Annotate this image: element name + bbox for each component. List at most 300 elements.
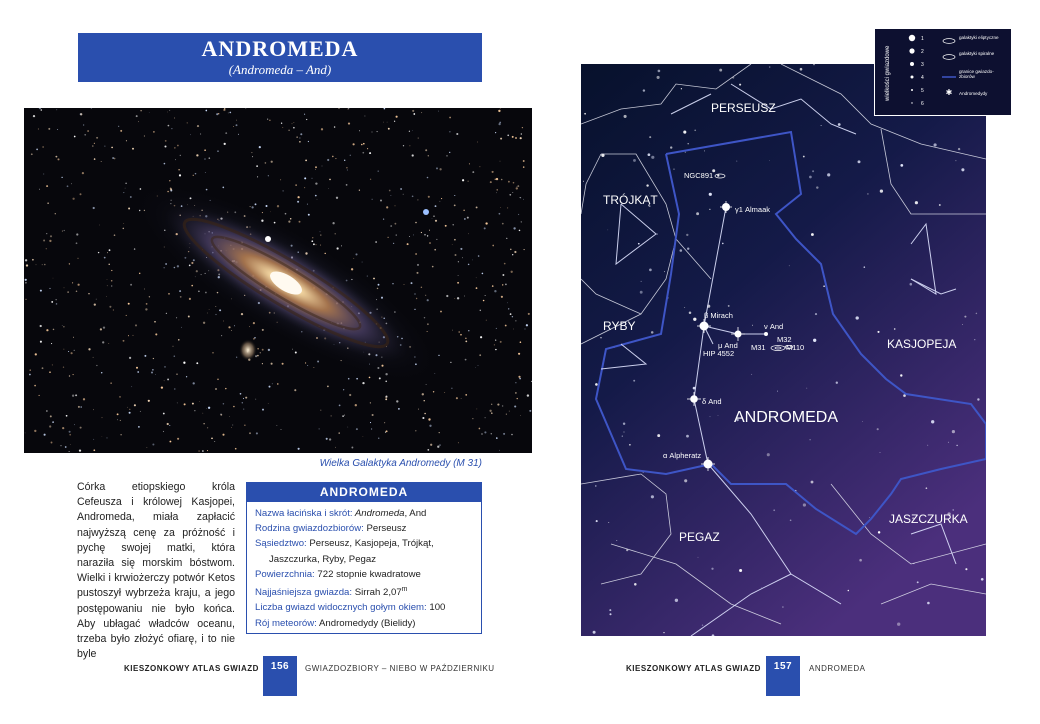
background-star [394,205,395,206]
background-star [231,330,232,331]
background-star [641,281,642,282]
background-star [255,203,257,205]
background-star [282,127,283,128]
background-star [424,317,425,318]
background-star [235,448,237,450]
background-star [438,111,439,112]
background-star [282,190,283,191]
background-star [94,158,96,160]
background-star [92,145,94,147]
background-star [64,349,65,350]
background-star [674,169,675,170]
background-star [464,218,465,219]
background-star [497,404,499,406]
background-star [51,442,53,444]
background-star [73,337,74,338]
background-star [483,300,485,302]
background-star [25,259,27,261]
background-star [207,427,208,428]
background-star [583,181,584,182]
background-star [596,520,598,522]
label-m31: M31 [751,343,766,352]
background-star [144,289,145,290]
background-star [457,297,459,299]
background-star [175,159,176,160]
background-star [444,392,445,393]
background-star [164,163,166,165]
background-star [595,383,598,386]
background-star [64,230,65,231]
background-star [299,141,301,143]
background-star [315,169,316,170]
info-value: Sirrah 2,07 [352,587,402,599]
background-star [481,433,482,434]
background-star [236,357,237,358]
background-star [693,318,696,321]
background-star [177,403,178,404]
background-star [362,262,363,263]
background-star [686,435,689,438]
background-star [981,578,984,581]
background-star [751,374,752,375]
background-star [123,340,125,342]
label-perseusz: PERSEUSZ [711,101,776,115]
background-star [249,432,251,434]
background-star [93,207,95,209]
background-star [704,150,705,151]
background-star [926,487,928,489]
background-star [651,495,654,498]
background-star [813,64,814,65]
background-star [426,384,427,385]
magnitude-superscript: m [401,586,408,594]
background-star [322,166,323,167]
background-star [643,89,645,91]
background-star [30,369,31,370]
background-star [129,412,131,414]
background-star [44,264,46,266]
background-star [64,287,65,288]
background-star [427,299,429,301]
background-star [514,405,516,407]
background-star [964,316,966,318]
background-star [94,143,95,144]
background-star [179,174,181,176]
background-star [295,351,297,353]
background-star [717,174,719,176]
background-star [93,449,95,451]
background-star [144,135,145,136]
background-star [412,130,413,131]
background-star [503,433,505,435]
background-star [271,161,273,163]
background-star [195,173,197,175]
background-star [513,227,515,229]
background-star [70,444,71,445]
background-star [910,283,913,286]
background-star [377,131,378,132]
background-star [188,316,190,318]
legend-mag-5: 5 [921,88,924,94]
label-m110: M110 [786,343,805,352]
background-star [145,308,147,310]
background-star [515,392,517,394]
background-star [519,230,521,232]
background-star [25,282,27,284]
legend-magnitude-title: wielkości gwiazdowe [885,45,891,101]
background-star [139,273,140,274]
background-star [380,200,382,202]
background-star [468,181,469,182]
background-star [315,166,317,168]
background-star [228,326,230,328]
background-star [205,110,207,112]
background-star [359,130,360,131]
background-star [178,169,179,170]
background-star [789,265,790,266]
background-star [46,248,47,249]
background-star [317,199,318,200]
background-star [76,233,78,235]
background-star [329,179,331,181]
background-star [176,373,177,374]
background-star [800,68,803,71]
background-star [446,155,447,156]
background-star [424,234,426,236]
background-star [62,427,64,429]
background-star [501,179,503,181]
background-star [211,437,213,439]
background-star [769,66,771,68]
background-star [257,355,259,357]
background-star [485,222,487,224]
footer-section-title: GWIAZDOZBIORY – NIEBO W PAŹDZIERNIKU [305,664,495,673]
background-star [500,138,502,140]
background-star [510,249,511,250]
background-star [270,211,271,212]
background-star [72,395,74,397]
background-star [120,130,122,132]
background-star [69,434,71,436]
background-star [204,158,206,160]
background-star [836,382,838,384]
background-star [60,445,61,446]
background-star [347,169,348,170]
background-star [517,398,518,399]
background-star [375,241,377,243]
background-star [119,396,121,398]
label-kasjopeja: KASJOPEJA [887,337,957,351]
background-star [476,206,478,208]
background-star [320,234,321,235]
info-value: , And [404,508,427,519]
background-star [78,406,80,408]
background-star [280,179,281,180]
background-star [56,303,58,305]
background-star [480,336,482,338]
background-star [709,209,710,210]
background-star [76,242,78,244]
background-star [521,221,522,222]
background-star [394,121,395,122]
background-star [412,110,414,112]
meteor-radiant-icon: ✱ [945,88,953,97]
background-star [409,131,410,132]
background-star [516,187,518,189]
background-star [803,503,806,506]
footer-book-title: KIESZONKOWY ATLAS GWIAZD [124,664,259,673]
background-star [415,253,417,255]
background-star [149,112,150,113]
background-star [429,242,431,244]
background-star [336,197,338,199]
background-star [452,244,453,245]
background-star [69,375,70,376]
background-star [507,207,508,208]
background-star [203,322,205,324]
background-star [206,189,208,191]
background-star [356,378,358,380]
background-star [39,395,40,396]
background-star [174,267,176,269]
info-row-meteor-shower [255,616,475,631]
background-star [510,313,512,315]
background-star [965,568,967,570]
background-star [452,330,453,331]
background-star [412,154,414,156]
background-star [495,132,496,133]
background-star [522,127,523,128]
background-star [104,146,105,147]
background-star [225,388,226,389]
label-m32: M32 [777,335,792,344]
background-star [107,252,108,253]
background-star [78,284,80,286]
info-label: Rój meteorów: [255,617,317,629]
background-star [83,124,84,125]
background-star [384,422,385,423]
background-star [308,214,310,216]
background-star [848,590,850,592]
background-star [878,531,880,533]
background-star [123,223,124,224]
background-star [117,413,119,415]
background-star [317,361,319,363]
background-star [25,433,26,434]
background-star [169,110,170,111]
background-star [47,203,48,204]
background-star [934,143,937,146]
background-star [207,313,208,314]
background-star [164,380,165,381]
background-star [651,331,654,334]
background-star [231,427,232,428]
background-star [329,438,331,440]
background-star [190,134,191,135]
background-star [485,417,486,418]
background-star [41,109,43,111]
background-star [39,189,40,190]
background-star [517,185,519,187]
footer-book-title: KIESZONKOWY ATLAS GWIAZD [626,664,761,673]
background-star [877,428,879,430]
background-star [125,183,126,184]
background-star [277,383,278,384]
background-star [361,144,363,146]
background-star [167,423,169,425]
background-star [144,355,146,357]
background-star [207,450,208,451]
background-star [623,422,625,424]
background-star [32,259,34,261]
background-star [496,328,497,329]
background-star [74,424,75,425]
info-value-italic: Andromeda [352,508,405,519]
background-star [687,143,688,144]
background-star [523,166,524,167]
background-star [616,540,617,541]
background-star [169,425,170,426]
background-star [49,288,50,289]
background-star [223,109,225,111]
background-star [385,380,387,382]
background-star [240,393,242,395]
background-star [129,409,130,410]
background-star [262,212,263,213]
background-star [314,367,315,368]
background-star [900,164,903,167]
background-star [502,284,503,285]
background-star [496,437,498,439]
background-star [163,431,164,432]
background-star [398,408,400,410]
photo-caption: Wielka Galaktyka Andromedy (M 31) [319,458,482,469]
background-star [84,134,86,136]
background-star [356,428,358,430]
background-star [80,427,82,429]
background-star [120,420,121,421]
background-star [722,243,724,245]
background-star [900,374,902,376]
background-star [136,367,138,369]
background-star [238,134,239,135]
background-star [257,176,258,177]
info-label: Najjaśniejsza gwiazda: [255,587,353,599]
background-star [281,429,282,430]
background-star [94,303,96,305]
background-star [507,134,509,136]
background-star [927,602,930,605]
background-star [72,198,74,200]
info-label: Powierzchnia: [255,568,315,580]
background-star [417,264,419,266]
background-star [166,313,167,314]
background-star [436,239,437,240]
background-star [506,238,507,239]
background-star [269,386,271,388]
background-star [272,383,273,384]
background-star [307,365,308,366]
background-star [450,362,451,363]
background-star [506,414,507,415]
background-star [146,303,148,305]
background-star [164,366,166,368]
info-label: Nazwa łacińska i skrót: [255,508,353,519]
background-star [169,441,171,443]
background-star [130,196,132,198]
label-alpheratz: α Alpheratz [663,451,702,460]
background-star [518,214,519,215]
background-star [348,123,350,125]
background-star [31,153,33,155]
background-star [155,333,157,335]
background-star [709,193,712,196]
background-star [250,206,251,207]
background-star [479,166,480,167]
background-star [200,133,201,134]
background-star [216,113,218,115]
background-star [454,239,456,241]
background-star [335,158,336,159]
background-star [154,321,156,323]
background-star [494,344,495,345]
background-star [608,522,609,523]
background-star [294,389,296,391]
background-star [147,447,148,448]
background-star [815,313,817,315]
background-star [88,348,90,350]
background-star [62,231,63,232]
background-star [327,159,329,161]
background-star [76,290,78,292]
background-star [372,199,373,200]
background-star [80,406,82,408]
background-star [339,405,341,407]
background-star [736,161,737,162]
background-star [367,148,368,149]
background-star [265,205,267,207]
background-star [428,155,429,156]
background-star [948,442,949,443]
background-star [651,156,654,159]
background-star [180,155,181,156]
background-star [68,351,69,352]
background-star [114,158,116,160]
label-nu-and: ν And [764,322,784,331]
background-star [191,285,193,287]
background-star [71,183,72,184]
background-star [63,367,64,368]
background-star [367,276,368,277]
background-star [476,287,478,289]
background-star [961,168,964,171]
background-star [739,569,742,572]
background-star [74,136,76,138]
background-star [670,146,672,148]
background-star [52,364,53,365]
background-star [790,519,792,521]
background-star [117,419,118,420]
background-star [867,193,869,195]
background-star [494,290,496,292]
background-star [49,425,51,427]
background-star [344,415,345,416]
info-label: Liczba gwiazd widocznych gołym okiem: [255,602,427,614]
background-star [728,305,730,307]
background-star [383,122,384,123]
background-star [418,138,419,139]
background-star [260,352,261,353]
